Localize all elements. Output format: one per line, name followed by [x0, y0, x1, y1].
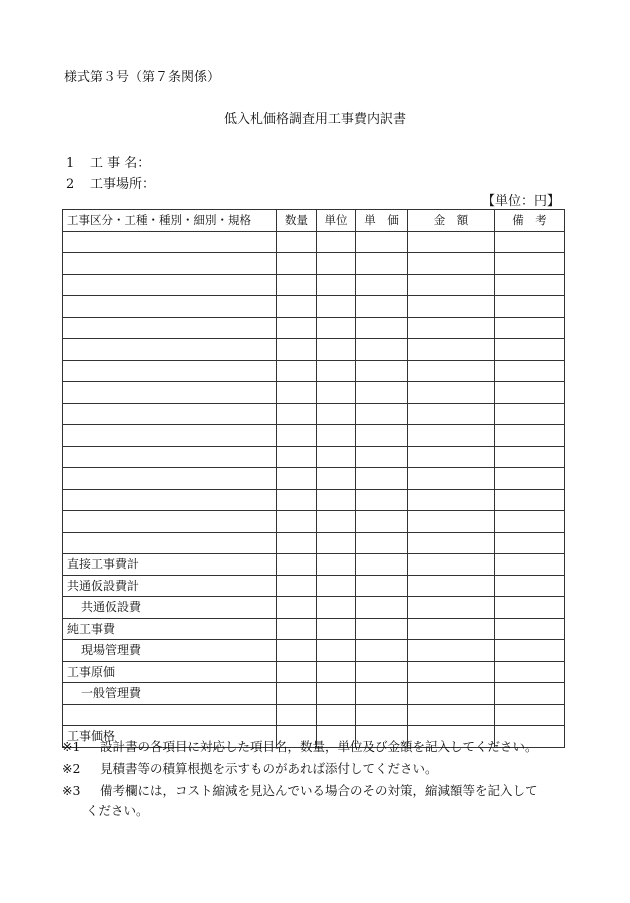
summary-row — [63, 554, 565, 576]
table-header-row — [63, 210, 565, 232]
table-row — [63, 253, 565, 275]
summary-row — [63, 640, 565, 662]
row-label-cell: 工事原価 — [63, 661, 277, 683]
table-cell — [317, 597, 356, 619]
row-label-cell: 一般管理費 — [63, 683, 277, 705]
table-cell — [408, 661, 495, 683]
table-cell — [495, 532, 565, 554]
table-cell — [356, 618, 408, 640]
note-text-continuation: ください。 — [86, 803, 149, 818]
table-cell — [495, 704, 565, 726]
table-cell — [277, 597, 317, 619]
table-cell — [277, 403, 317, 425]
table-cell — [277, 683, 317, 705]
row-label-cell: 純工事費 — [63, 618, 277, 640]
table-cell — [317, 575, 356, 597]
table-cell — [495, 317, 565, 339]
table-cell — [277, 425, 317, 447]
table-row — [63, 317, 565, 339]
table-cell — [408, 618, 495, 640]
table-cell — [495, 468, 565, 490]
table-cell — [277, 661, 317, 683]
table-body — [63, 231, 565, 747]
table-cell — [408, 274, 495, 296]
table-cell — [356, 489, 408, 511]
table-cell — [277, 253, 317, 275]
project-location-label: 工事場所： — [90, 177, 156, 192]
table-cell — [356, 360, 408, 382]
table-cell — [356, 446, 408, 468]
table-cell — [408, 489, 495, 511]
summary-row — [63, 661, 565, 683]
row-label-cell — [63, 468, 277, 490]
table-cell — [317, 489, 356, 511]
table-cell — [317, 554, 356, 576]
table-cell — [408, 253, 495, 275]
row-label-cell — [63, 489, 277, 511]
row-label-cell: 共通仮設費 — [63, 597, 277, 619]
table-cell — [408, 468, 495, 490]
table-cell — [495, 489, 565, 511]
table-cell — [317, 403, 356, 425]
table-cell — [495, 511, 565, 533]
table-cell — [317, 468, 356, 490]
row-label-cell — [63, 704, 277, 726]
table-cell — [277, 317, 317, 339]
table-cell — [356, 661, 408, 683]
table-cell — [317, 704, 356, 726]
note-3 — [62, 781, 568, 821]
row-label-cell — [63, 446, 277, 468]
table-cell — [277, 360, 317, 382]
table-cell — [408, 683, 495, 705]
note-text: 見積書等の積算根拠を示すものがあれば添付してください。 — [100, 761, 438, 776]
project-name-label: 工 事 名： — [90, 156, 151, 171]
table-cell — [317, 683, 356, 705]
row-label-cell — [63, 382, 277, 404]
summary-row — [63, 597, 565, 619]
table-cell — [495, 683, 565, 705]
table-row — [63, 532, 565, 554]
note-1 — [62, 737, 538, 757]
row-label-cell — [63, 425, 277, 447]
column-header-unit: 単位 — [317, 210, 356, 232]
column-header-item: 工事区分・工種・種別・細別・規格 — [63, 210, 277, 232]
table-cell — [495, 597, 565, 619]
table-cell — [408, 339, 495, 361]
column-header-unit-price: 単 価 — [356, 210, 408, 232]
table-cell — [277, 511, 317, 533]
table-cell — [277, 274, 317, 296]
table-cell — [495, 296, 565, 318]
table-row — [63, 511, 565, 533]
table-cell — [317, 317, 356, 339]
row-label-cell — [63, 339, 277, 361]
table-cell — [317, 382, 356, 404]
table-cell — [277, 618, 317, 640]
table-cell — [356, 511, 408, 533]
table-cell — [356, 382, 408, 404]
table-cell — [408, 403, 495, 425]
note-mark: ※3 — [62, 783, 81, 798]
table-cell — [356, 468, 408, 490]
table-cell — [317, 532, 356, 554]
table-cell — [317, 425, 356, 447]
row-label-cell: 直接工事費計 — [63, 554, 277, 576]
table-cell — [277, 339, 317, 361]
table-row — [63, 231, 565, 253]
row-label-cell — [63, 274, 277, 296]
table-cell — [408, 317, 495, 339]
table-cell — [356, 597, 408, 619]
note-mark: ※2 — [62, 761, 81, 776]
table-cell — [408, 575, 495, 597]
row-label-cell: 工事価格 — [63, 726, 277, 748]
form-number: 様式第３号（第７条関係） — [64, 70, 221, 85]
table-cell — [317, 274, 356, 296]
table-cell — [408, 554, 495, 576]
unit-note: 【単位：円】 — [481, 194, 560, 209]
table-cell — [317, 339, 356, 361]
table-row — [63, 425, 565, 447]
table-cell — [408, 532, 495, 554]
table-cell — [317, 446, 356, 468]
table-cell — [277, 704, 317, 726]
table-cell — [495, 360, 565, 382]
table-cell — [317, 661, 356, 683]
note-text: 設計書の各項目に対応した項目名，数量，単位及び金額を記入してください。 — [100, 739, 538, 754]
row-label-cell — [63, 317, 277, 339]
table-cell — [277, 231, 317, 253]
table-row — [63, 446, 565, 468]
table-row — [63, 382, 565, 404]
table-cell — [408, 231, 495, 253]
table-cell — [277, 575, 317, 597]
table-cell — [317, 618, 356, 640]
table-cell — [408, 382, 495, 404]
table-row — [63, 403, 565, 425]
table-cell — [356, 339, 408, 361]
summary-row — [63, 575, 565, 597]
row-label-cell — [63, 253, 277, 275]
document-title: 低入札価格調査用工事費内訳書 — [223, 112, 406, 127]
row-label-cell: 共通仮設費計 — [63, 575, 277, 597]
table-cell — [317, 296, 356, 318]
row-label-cell — [63, 296, 277, 318]
table-cell — [356, 425, 408, 447]
cost-breakdown-table — [62, 209, 565, 748]
table-cell — [495, 403, 565, 425]
note-2 — [62, 759, 438, 779]
table-cell — [495, 640, 565, 662]
table-cell — [408, 511, 495, 533]
summary-row — [63, 704, 565, 726]
summary-row — [63, 683, 565, 705]
table-cell — [317, 231, 356, 253]
table-cell — [356, 403, 408, 425]
table-row — [63, 339, 565, 361]
table-cell — [408, 425, 495, 447]
table-cell — [277, 532, 317, 554]
table-cell — [408, 640, 495, 662]
table-row — [63, 489, 565, 511]
info-number: 1 — [66, 156, 75, 171]
table-cell — [277, 640, 317, 662]
table-cell — [495, 231, 565, 253]
table-cell — [356, 683, 408, 705]
table-row — [63, 360, 565, 382]
table-cell — [495, 661, 565, 683]
table-cell — [408, 446, 495, 468]
table-cell — [317, 360, 356, 382]
table-cell — [408, 360, 495, 382]
note-mark: ※1 — [62, 739, 81, 754]
table-cell — [495, 554, 565, 576]
row-label-cell — [63, 532, 277, 554]
table-row — [63, 296, 565, 318]
summary-row — [63, 618, 565, 640]
row-label-cell — [63, 511, 277, 533]
note-text: 備考欄には，コスト縮減を見込んでいる場合のその対策，縮減額等を記入して — [100, 783, 538, 798]
table-cell — [317, 253, 356, 275]
table-cell — [495, 618, 565, 640]
row-label-cell — [63, 403, 277, 425]
info-project-name — [66, 152, 150, 171]
row-label-cell — [63, 231, 277, 253]
table-cell — [356, 274, 408, 296]
table-cell — [317, 511, 356, 533]
table-cell — [317, 640, 356, 662]
table-cell — [495, 425, 565, 447]
info-project-location — [66, 173, 155, 192]
table-cell — [356, 317, 408, 339]
table-cell — [356, 296, 408, 318]
table-cell — [356, 704, 408, 726]
table-cell — [408, 704, 495, 726]
table-cell — [408, 597, 495, 619]
table-cell — [408, 296, 495, 318]
table-cell — [356, 575, 408, 597]
table-cell — [277, 382, 317, 404]
table-cell — [495, 339, 565, 361]
table-cell — [356, 532, 408, 554]
table-row — [63, 468, 565, 490]
info-number: 2 — [66, 177, 75, 192]
table-cell — [495, 253, 565, 275]
row-label-cell: 現場管理費 — [63, 640, 277, 662]
table-cell — [356, 253, 408, 275]
table-cell — [495, 274, 565, 296]
table-cell — [356, 640, 408, 662]
table-cell — [495, 575, 565, 597]
table-cell — [277, 468, 317, 490]
table-cell — [277, 446, 317, 468]
column-header-remarks: 備 考 — [495, 210, 565, 232]
row-label-cell — [63, 360, 277, 382]
table-cell — [356, 231, 408, 253]
column-header-amount: 金 額 — [408, 210, 495, 232]
table-cell — [356, 554, 408, 576]
table-row — [63, 274, 565, 296]
table-cell — [495, 382, 565, 404]
table-cell — [277, 554, 317, 576]
column-header-quantity: 数量 — [277, 210, 317, 232]
table-cell — [277, 296, 317, 318]
table-cell — [495, 446, 565, 468]
table-cell — [277, 489, 317, 511]
